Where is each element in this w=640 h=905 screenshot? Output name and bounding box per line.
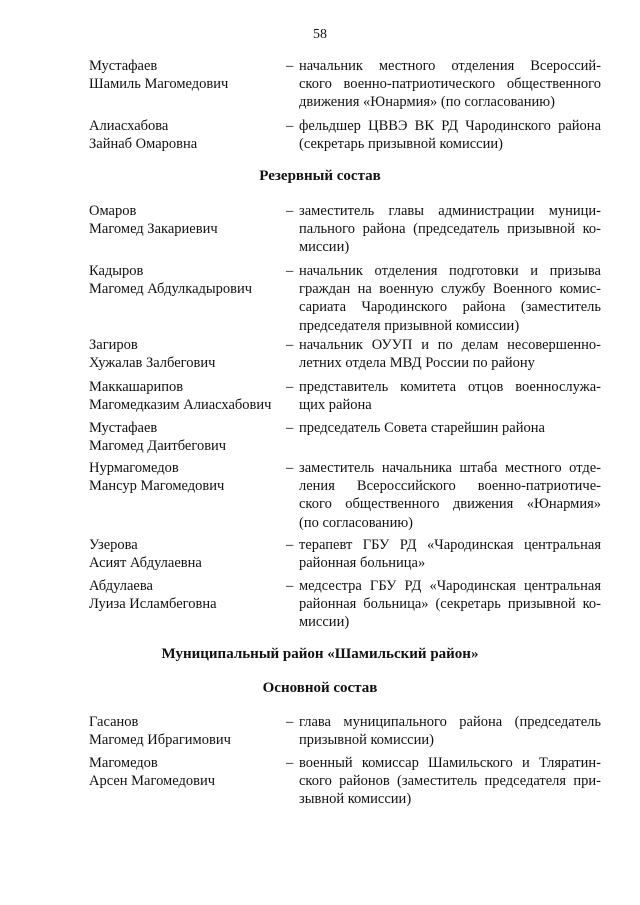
member-role-line: миссии) [299, 614, 350, 631]
member-role-line: летних отдела МВД России по району [299, 355, 535, 372]
member-role-line: граждан на военную службу Военного комис- [299, 281, 601, 298]
member-surname: Мустафаев [89, 58, 158, 74]
member-name [89, 713, 274, 749]
member-role-line: начальник ОУУП и по делам несовершенно- [299, 337, 601, 353]
member-role [299, 117, 601, 153]
member-role-line: ского военно-патриотического общественного [299, 76, 601, 93]
member-surname: Нурмагомедов [89, 460, 179, 476]
member-name [89, 336, 274, 372]
member-given-name: Магомед Абдулкадырович [89, 281, 253, 298]
member-role-line: районная больница» [299, 555, 426, 572]
member-role-line: фельдшер ЦВВЭ ВК РД Чародинского района [299, 118, 601, 134]
dash-separator: – [286, 58, 294, 74]
dash-separator: – [286, 714, 294, 730]
member-role-line: заместитель главы администрации муници- [299, 203, 601, 219]
member-given-name: Хужалав Залбегович [89, 355, 216, 372]
member-given-name: Зайнаб Омаровна [89, 136, 198, 153]
member-surname: Мустафаев [89, 420, 158, 436]
district-heading: Муниципальный район «Шамильский район» [161, 646, 479, 662]
member-name [89, 378, 274, 414]
member-name [89, 57, 274, 93]
member-given-name: Магомед Даитбегович [89, 438, 227, 455]
dash-separator: – [286, 460, 294, 476]
member-given-name: Магомедказим Алиасхабович [89, 397, 272, 414]
member-surname: Омаров [89, 203, 137, 219]
member-role-line: ского районов (заместитель председателя при- [299, 773, 601, 790]
member-given-name: Мансур Магомедович [89, 478, 225, 495]
member-given-name: Луиза Исламбеговна [89, 596, 217, 613]
member-name [89, 536, 274, 572]
member-role [299, 262, 601, 335]
member-role-line: глава муниципального района (председатель [299, 714, 601, 730]
dash-separator: – [286, 420, 294, 436]
member-given-name: Арсен Магомедович [89, 773, 215, 790]
dash-separator: – [286, 118, 294, 134]
member-role [299, 336, 601, 372]
member-role-line: председатель Совета старейшин района [299, 420, 545, 436]
member-name [89, 117, 274, 153]
dash-separator: – [286, 578, 294, 594]
dash-separator: – [286, 203, 294, 219]
member-role [299, 378, 601, 414]
member-name [89, 754, 274, 790]
dash-separator: – [286, 755, 294, 771]
member-role-line: призывной комиссии) [299, 732, 434, 749]
member-role-line: терапевт ГБУ РД «Чародинская центральная [299, 537, 601, 553]
member-role-line: заместитель начальника штаба местного отде- [299, 460, 601, 476]
member-role [299, 459, 601, 532]
member-surname: Магомедов [89, 755, 158, 771]
member-role-line: начальник отделения подготовки и призыва [299, 263, 601, 279]
member-given-name: Магомед Закариевич [89, 221, 218, 238]
member-name [89, 577, 274, 613]
member-role-line: медсестра ГБУ РД «Чародинская центральная [299, 578, 601, 594]
member-role-line: военный комиссар Шамильского и Тляратин- [299, 755, 601, 771]
member-role [299, 536, 601, 572]
dash-separator: – [286, 379, 294, 395]
member-name [89, 459, 274, 495]
member-role-line: председателя призывной комиссии) [299, 317, 520, 334]
member-role-line: ления Всероссийского военно-патриотиче- [299, 478, 601, 495]
page-number: 58 [313, 27, 327, 42]
member-role [299, 57, 601, 112]
member-name [89, 262, 274, 298]
member-surname: Маккашарипов [89, 379, 184, 395]
member-given-name: Шамиль Магомедович [89, 76, 229, 93]
member-name [89, 419, 274, 455]
member-role [299, 713, 601, 749]
member-surname: Гасанов [89, 714, 139, 730]
member-surname: Узерова [89, 537, 138, 553]
member-role-line: представитель комитета отцов военнослужа- [299, 379, 601, 395]
section-heading-main: Основной состав [262, 680, 378, 696]
member-name [89, 202, 274, 238]
member-given-name: Магомед Ибрагимович [89, 732, 231, 749]
member-surname: Кадыров [89, 263, 144, 279]
member-role-line: районная больница» (секретарь призывной ко- [299, 596, 601, 613]
section-heading-reserve: Резервный состав [259, 168, 381, 184]
member-surname: Загиров [89, 337, 138, 353]
member-role-line: миссии) [299, 239, 350, 256]
member-role-line: (по согласованию) [299, 514, 413, 531]
member-given-name: Асият Абдулаевна [89, 555, 202, 572]
member-surname: Абдулаева [89, 578, 153, 594]
member-role [299, 577, 601, 632]
member-role-line: сариата Чародинского района (заместитель [299, 299, 601, 316]
member-role-line: пального района (председатель призывной ко- [299, 221, 601, 238]
member-role [299, 202, 601, 257]
member-role-line: щих района [299, 397, 372, 414]
dash-separator: – [286, 337, 294, 353]
member-role [299, 754, 601, 809]
member-role-line: начальник местного отделения Всероссий- [299, 58, 601, 74]
member-surname: Алиасхабова [89, 118, 169, 134]
member-role-line: зывной комиссии) [299, 791, 412, 808]
member-role-line: ского общественного движения «Юнармия» [299, 496, 601, 513]
dash-separator: – [286, 263, 294, 279]
member-role-line: (секретарь призывной комиссии) [299, 136, 503, 153]
dash-separator: – [286, 537, 294, 553]
member-role [299, 419, 601, 437]
member-role-line: движения «Юнармия» (по согласованию) [299, 94, 555, 111]
